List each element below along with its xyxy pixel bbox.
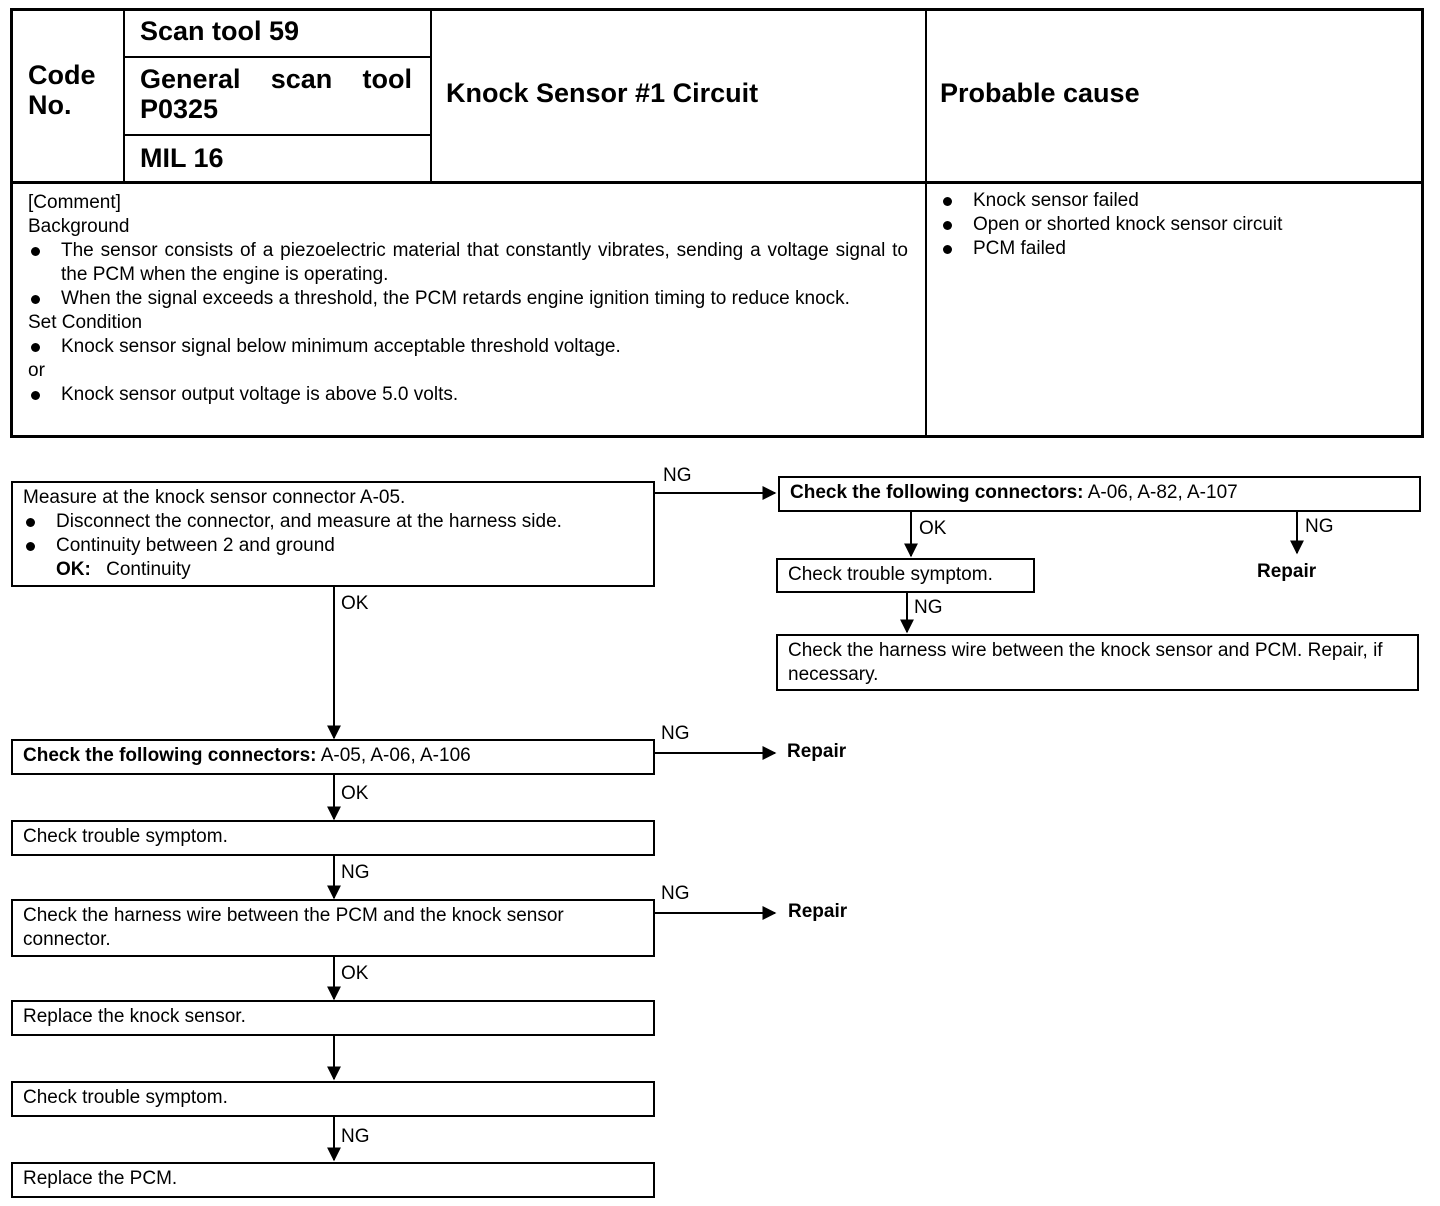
ok-label: OK (341, 963, 369, 984)
ng-label: NG (1305, 516, 1334, 537)
right-connectors-label: Check the following connectors: (790, 482, 1084, 503)
mil-code: MIL 16 (140, 143, 224, 173)
left-connectors-label: Check the following connectors: (23, 745, 317, 766)
probable-cause-item: Open or shorted knock sensor circuit (940, 213, 1410, 237)
measure-ok-label: OK: (56, 559, 91, 580)
replace-pcm-box: Replace the PCM. (11, 1162, 655, 1198)
measure-item: Disconnect the connector, and measure at the harness side. (23, 510, 643, 534)
set-condition-item: Knock sensor output voltage is above 5.0 volts. (28, 383, 908, 407)
ng-label: NG (663, 465, 692, 486)
left-connectors-value: A-05, A-06, A-106 (320, 745, 471, 766)
right-harness-box: Check the harness wire between the knock sensor and PCM. Repair, if necessary. (776, 634, 1419, 691)
background-label: Background (28, 216, 130, 237)
repair-label: Repair (787, 741, 847, 762)
ok-label: OK (341, 783, 369, 804)
measure-ok-line (23, 558, 643, 582)
ng-label: NG (661, 723, 690, 744)
ng-label: NG (661, 883, 690, 904)
right-connectors-box (778, 476, 1421, 512)
probable-cause-item: PCM failed (940, 237, 1410, 261)
ng-label: NG (341, 1126, 370, 1147)
right-symptom-box: Check trouble symptom. (776, 558, 1035, 593)
replace-sensor-box: Replace the knock sensor. (11, 1000, 655, 1036)
symptom-box-1: Check trouble symptom. (11, 820, 655, 856)
code-no-label: Code No. (28, 60, 96, 120)
symptom-box-2: Check trouble symptom. (11, 1081, 655, 1117)
general-scan-tool-code: General scan tool P0325 (140, 64, 412, 124)
or-text: or (28, 360, 45, 381)
repair-label: Repair (1257, 561, 1317, 582)
left-harness-box: Check the harness wire between the PCM and the knock sensor connector. (11, 899, 655, 957)
background-item: The sensor consists of a piezoelectric material that constantly vibrates, sending a voltage signal to the PCM when the engine is operating. (28, 239, 908, 287)
measure-line: Measure at the knock sensor connector A-05. (23, 487, 406, 508)
probable-cause-heading: Probable cause (940, 78, 1140, 108)
scan-tool-code: Scan tool 59 (140, 16, 300, 46)
measure-ok-value: Continuity (106, 559, 191, 580)
repair-label: Repair (788, 901, 848, 922)
ng-label: NG (341, 862, 370, 883)
dtc-title: Knock Sensor #1 Circuit (446, 78, 759, 108)
left-connectors-box (11, 739, 655, 775)
measure-item: Continuity between 2 and ground (23, 534, 643, 558)
ok-label: OK (919, 518, 947, 539)
measure-step-box (11, 481, 655, 587)
ng-label: NG (914, 597, 943, 618)
probable-cause-item: Knock sensor failed (940, 189, 1410, 213)
comment-heading: [Comment] (28, 192, 121, 213)
background-item: When the signal exceeds a threshold, the PCM retards engine ignition timing to reduce knock. (28, 287, 908, 311)
right-connectors-value: A-06, A-82, A-107 (1087, 482, 1238, 503)
set-condition-label: Set Condition (28, 312, 143, 333)
set-condition-item: Knock sensor signal below minimum acceptable threshold voltage. (28, 335, 908, 359)
ok-label: OK (341, 593, 369, 614)
